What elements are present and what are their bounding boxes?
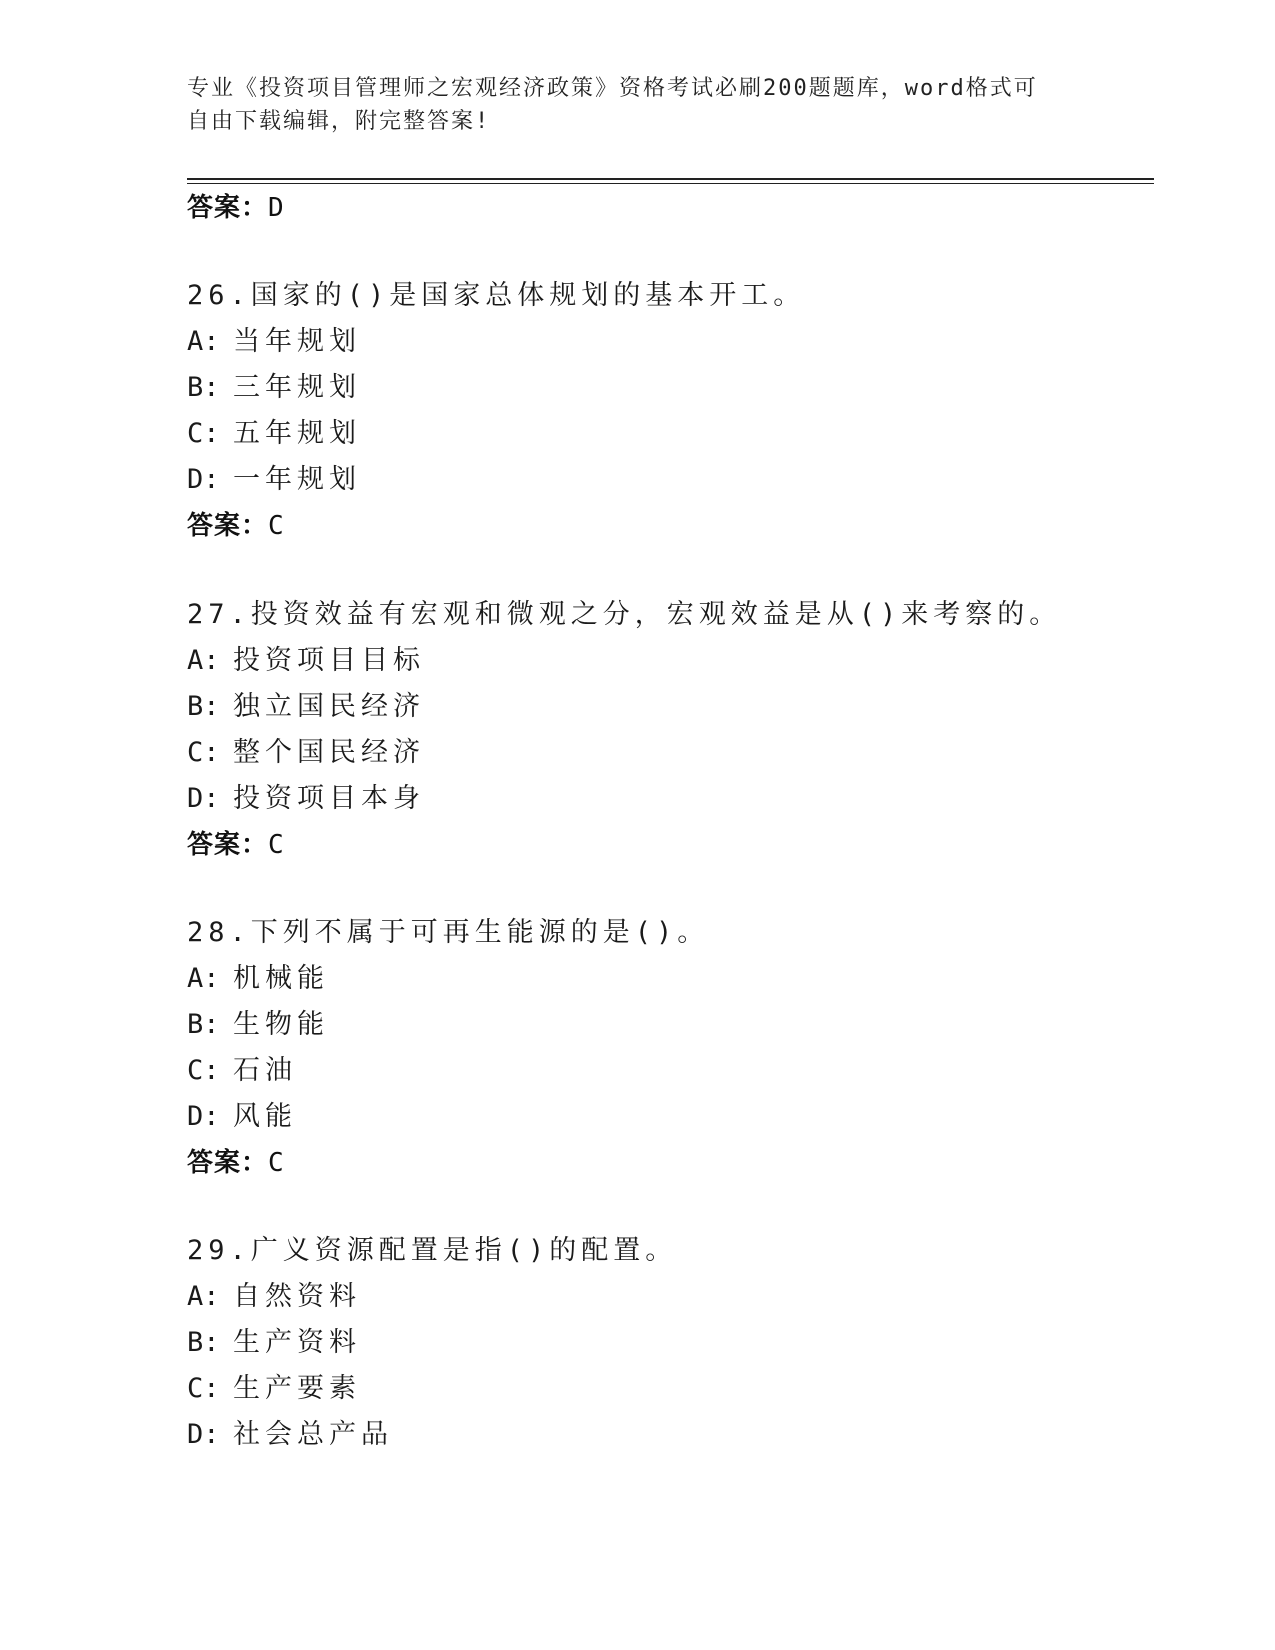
option-letter: B: bbox=[187, 1009, 220, 1040]
option-b bbox=[187, 1323, 677, 1363]
option-letter: C: bbox=[187, 1055, 220, 1086]
option-c bbox=[187, 733, 1061, 773]
option-letter: C: bbox=[187, 1373, 220, 1404]
option-text: 生产要素 bbox=[233, 1373, 361, 1404]
answer-label: 答案： bbox=[187, 1148, 269, 1178]
option-text: 三年规划 bbox=[233, 372, 361, 403]
header-divider-thick bbox=[187, 178, 1154, 180]
answer-label: 答案： bbox=[187, 830, 269, 860]
option-text: 整个国民经济 bbox=[233, 737, 425, 768]
option-letter: C: bbox=[187, 737, 220, 768]
question-title: 29.广义资源配置是指()的配置。 bbox=[187, 1235, 678, 1266]
option-letter: B: bbox=[187, 691, 220, 722]
question-title: 27.投资效益有宏观和微观之分，宏观效益是从()来考察的。 bbox=[187, 599, 1062, 630]
option-b bbox=[187, 687, 1061, 727]
option-c bbox=[187, 1051, 709, 1091]
option-text: 自然资料 bbox=[233, 1281, 361, 1312]
option-letter: A: bbox=[187, 1281, 220, 1312]
option-text: 五年规划 bbox=[233, 418, 361, 449]
answer-line bbox=[187, 188, 285, 228]
option-text: 机械能 bbox=[233, 963, 329, 994]
option-text: 当年规划 bbox=[233, 326, 361, 357]
option-letter: B: bbox=[187, 372, 220, 403]
answer-value: C bbox=[268, 1148, 285, 1178]
option-letter: D: bbox=[187, 464, 220, 495]
option-a bbox=[187, 641, 1061, 681]
question-title: 26.国家的()是国家总体规划的基本开工。 bbox=[187, 280, 806, 311]
document-header bbox=[187, 72, 1087, 138]
option-letter: B: bbox=[187, 1327, 220, 1358]
answer-line bbox=[187, 506, 285, 546]
option-d bbox=[187, 1415, 677, 1455]
option-letter: A: bbox=[187, 645, 220, 676]
option-text: 社会总产品 bbox=[233, 1419, 393, 1450]
header-divider-thin bbox=[187, 183, 1154, 184]
question-27 bbox=[187, 595, 1061, 825]
option-text: 石油 bbox=[233, 1055, 297, 1086]
option-b bbox=[187, 368, 805, 408]
option-text: 风能 bbox=[233, 1101, 297, 1132]
question-26 bbox=[187, 276, 805, 506]
question-29 bbox=[187, 1231, 677, 1461]
option-a bbox=[187, 322, 805, 362]
option-b bbox=[187, 1005, 709, 1045]
option-c bbox=[187, 414, 805, 454]
option-a bbox=[187, 1277, 677, 1317]
option-text: 独立国民经济 bbox=[233, 691, 425, 722]
option-letter: C: bbox=[187, 418, 220, 449]
question-title: 28.下列不属于可再生能源的是()。 bbox=[187, 917, 710, 948]
answer-label: 答案： bbox=[187, 511, 269, 541]
answer-value: C bbox=[268, 511, 285, 541]
option-text: 一年规划 bbox=[233, 464, 361, 495]
answer-line bbox=[187, 825, 285, 865]
option-text: 投资项目本身 bbox=[233, 783, 425, 814]
option-d bbox=[187, 1097, 709, 1137]
option-d bbox=[187, 460, 805, 500]
option-letter: D: bbox=[187, 1101, 220, 1132]
option-text: 生产资料 bbox=[233, 1327, 361, 1358]
answer-line bbox=[187, 1143, 285, 1183]
header-line-1: 专业《投资项目管理师之宏观经济政策》资格考试必刷200题题库，word格式可 bbox=[187, 76, 1038, 101]
answer-value: C bbox=[268, 830, 285, 860]
option-a bbox=[187, 959, 709, 999]
header-line-2: 自由下载编辑，附完整答案! bbox=[187, 109, 491, 134]
option-letter: A: bbox=[187, 326, 220, 357]
option-letter: A: bbox=[187, 963, 220, 994]
option-letter: D: bbox=[187, 1419, 220, 1450]
question-28 bbox=[187, 913, 709, 1143]
answer-label: 答案： bbox=[187, 193, 269, 223]
option-letter: D: bbox=[187, 783, 220, 814]
option-text: 投资项目目标 bbox=[233, 645, 425, 676]
option-d bbox=[187, 779, 1061, 819]
option-text: 生物能 bbox=[233, 1009, 329, 1040]
option-c bbox=[187, 1369, 677, 1409]
answer-value: D bbox=[268, 193, 285, 223]
